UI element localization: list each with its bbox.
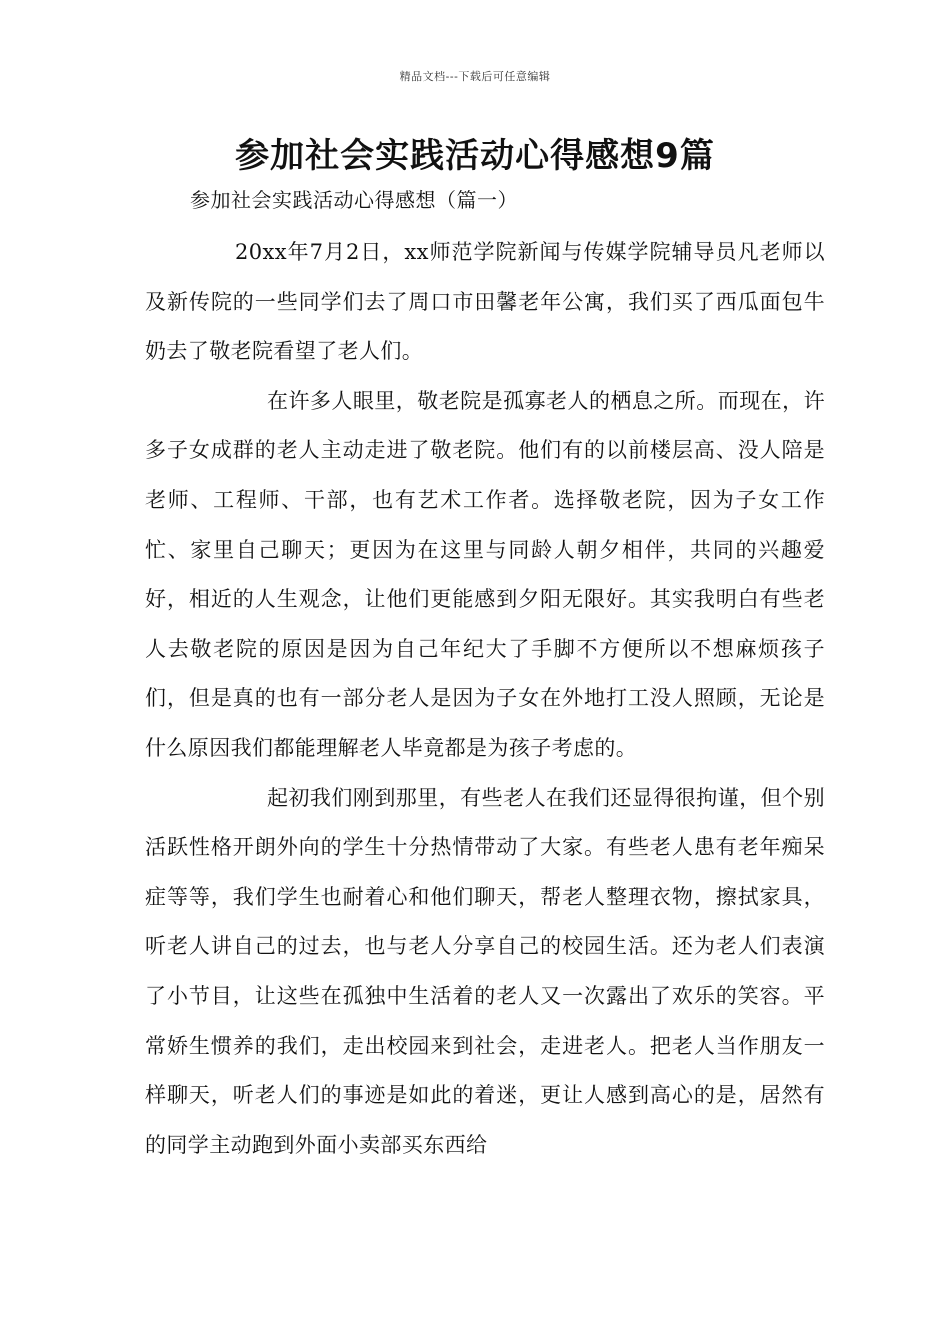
header-note: 精品文档---下载后可任意编辑 [399,70,551,83]
document-body [145,228,825,1170]
document-subtitle: 参加社会实践活动心得感想（篇一） [190,188,518,212]
paragraph-2: 在许多人眼里，敬老院是孤寡老人的栖息之所。而现在，许多子女成群的老人主动走进了敬老院。他们有的以前楼层高、没人陪是老师、工程师、干部，也有艺术工作者。选择敬老院，因为子女工作忙、家里自己聊天；更因为在这里与同龄人朝夕相伴，共同的兴趣爱好，相近的人生观念，让他们更能感到夕阳无限好。其实我明白有些老人去敬老院的原因是因为自己年纪大了手脚不方便所以不想麻烦孩子们，但是真的也有一部分老人是因为子女在外地打工没人照顾，无论是什么原因我们都能理解老人毕竟都是为孩子考虑的。 [145,388,825,760]
document-title: 参加社会实践活动心得感想9篇 [235,136,715,176]
paragraph-3: 起初我们刚到那里，有些老人在我们还显得很拘谨，但个别活跃性格开朗外向的学生十分热情带动了大家。有些老人患有老年痴呆症等等，我们学生也耐着心和他们聊天，帮老人整理衣物，擦拭家具，听老人讲自己的过去，也与老人分享自己的校园生活。还为老人们表演了小节目，让这些在孤独中生活着的老人又一次露出了欢乐的笑容。平常娇生惯养的我们，走出校园来到社会，走进老人。把老人当作朋友一样聊天，听老人们的事迹是如此的着迷，更让人感到高心的是，居然有的同学主动跑到外面小卖部买东西给 [145,785,825,1157]
paragraph-1: 20xx年7月2日，xx师范学院新闻与传媒学院辅导员凡老师以及新传院的一些同学们去了周口市田馨老年公寓，我们买了西瓜面包牛奶去了敬老院看望了老人们。 [145,240,825,364]
